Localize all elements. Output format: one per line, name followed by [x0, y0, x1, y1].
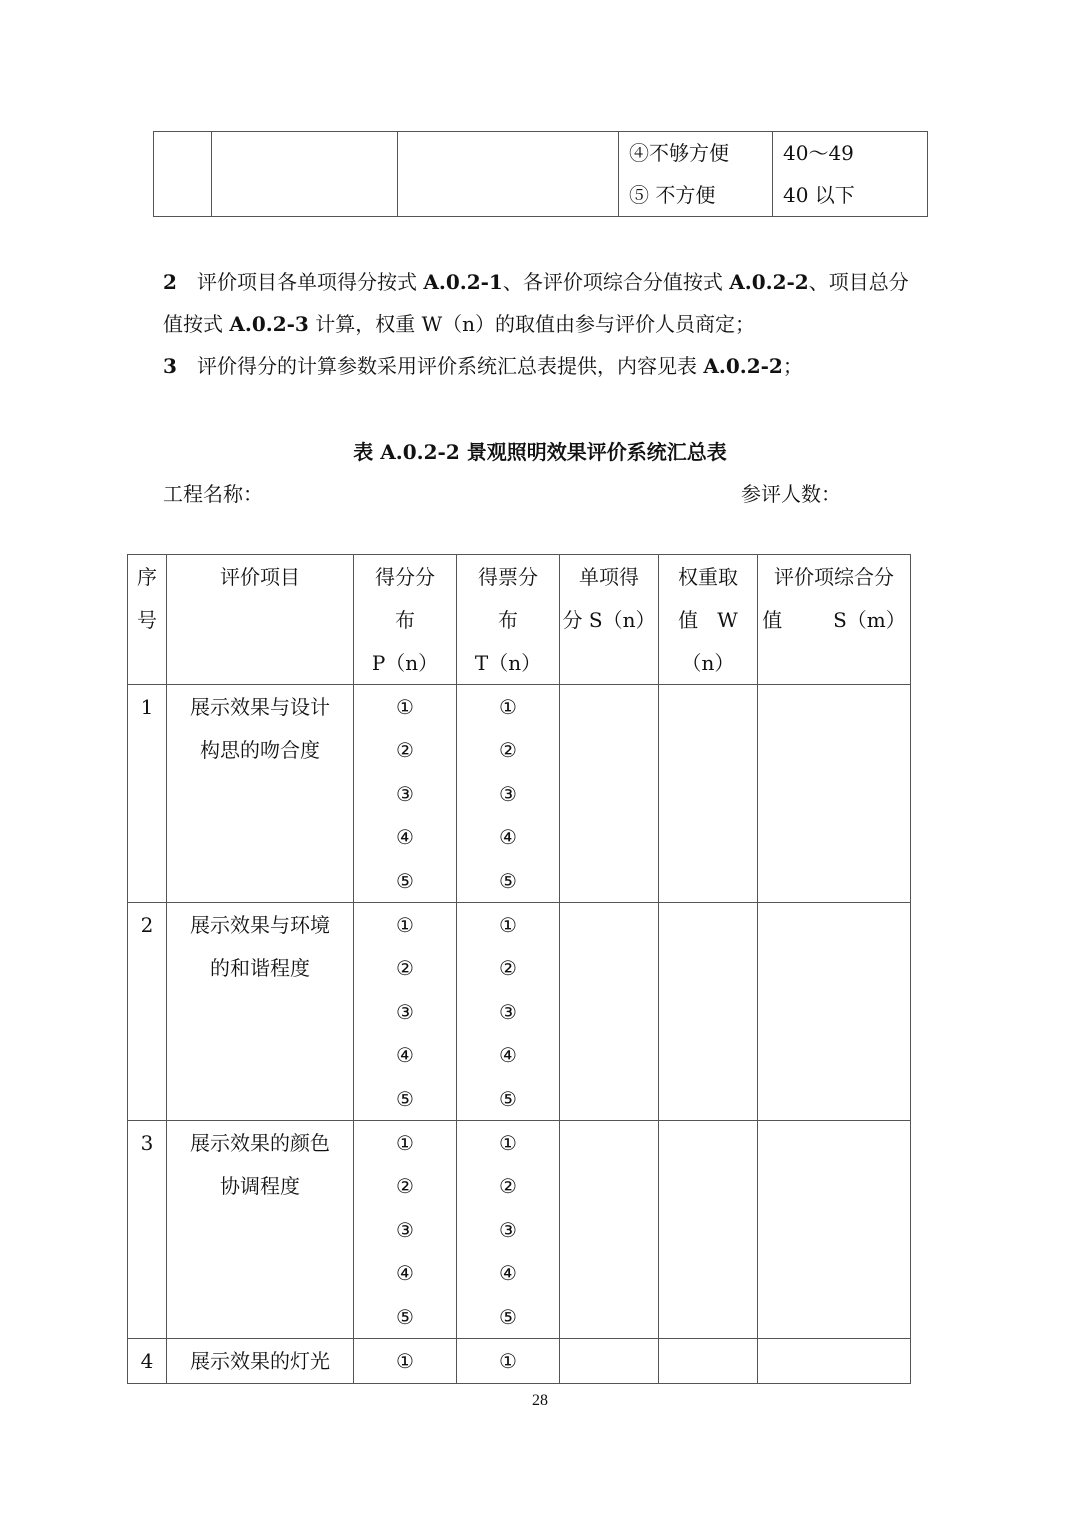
- circled-number: ③: [499, 781, 517, 806]
- row-number: 2: [128, 903, 167, 1121]
- header-text: 号: [137, 608, 157, 632]
- formula-ref: A.0.2-1: [423, 270, 503, 294]
- header-vote-dist: [457, 555, 560, 685]
- circled-number: ①: [396, 1131, 414, 1156]
- single-score-cell: [560, 685, 659, 903]
- item-name-cell: [167, 1121, 354, 1339]
- clause-number: 2: [163, 270, 177, 294]
- paragraph-text: 评价得分的计算参数采用评价系统汇总表提供，内容见表: [197, 354, 704, 378]
- item-name-text: 展示效果与环境: [190, 913, 330, 938]
- item-name-cell: [167, 685, 354, 903]
- circled-number: ①: [499, 913, 517, 938]
- composite-cell: [758, 1339, 911, 1383]
- circled-number: ⑤: [499, 1304, 517, 1329]
- header-text: 单项得: [579, 565, 639, 589]
- circled-number: ⑤: [499, 1086, 517, 1111]
- item-name-text: 协调程度: [220, 1174, 300, 1199]
- header-text: 评价项综合分: [774, 565, 894, 589]
- single-score-cell: [560, 903, 659, 1121]
- header-text: 得分分: [375, 565, 435, 589]
- score-dist-cell: [354, 685, 457, 903]
- item-name-text: 展示效果与设计: [190, 695, 330, 719]
- circled-number: ②: [396, 738, 414, 763]
- score-dist-cell: [354, 1121, 457, 1339]
- circled-number: ④: [499, 1261, 517, 1286]
- empty-cell: [212, 132, 398, 217]
- paragraph-2-line-2: [163, 303, 755, 345]
- circled-number: ③: [396, 1217, 414, 1242]
- paragraph-text: 、各评价项综合分值按式: [502, 270, 730, 294]
- circled-number: ②: [499, 956, 517, 981]
- single-score-cell: [560, 1121, 659, 1339]
- clause-number: 3: [163, 354, 177, 378]
- option-text: ⑤ 不方便: [629, 183, 716, 207]
- header-score-dist: [354, 555, 457, 685]
- row-number: 4: [128, 1339, 167, 1383]
- circled-number: ⑤: [396, 868, 414, 893]
- header-text: 权重取: [678, 565, 738, 589]
- formula-ref: A.0.2-2: [729, 270, 809, 294]
- circled-number: ③: [499, 1217, 517, 1242]
- table-row: [154, 132, 928, 217]
- table-row: [128, 1121, 911, 1339]
- circled-number: ④: [499, 1043, 517, 1068]
- header-text: 得票分: [478, 565, 538, 589]
- circled-number: ③: [396, 999, 414, 1024]
- item-name-text: 展示效果的颜色: [190, 1131, 330, 1156]
- weight-cell: [659, 903, 758, 1121]
- header-weight: [659, 555, 758, 685]
- header-text: 分 S（n）: [562, 608, 656, 632]
- empty-cell: [154, 132, 212, 217]
- paragraph-text: ；: [782, 354, 803, 378]
- weight-cell: [659, 685, 758, 903]
- circled-number: ③: [396, 781, 414, 806]
- table-row: [128, 685, 911, 903]
- header-text: P（n）: [371, 651, 439, 675]
- row-number: 3: [128, 1121, 167, 1339]
- header-text: 序: [137, 565, 157, 589]
- table-title: 表 A.0.2-2 景观照明效果评价系统汇总表: [353, 440, 727, 464]
- table-row: [128, 903, 911, 1121]
- score-range-cell: [773, 132, 928, 217]
- circled-number: ①: [396, 913, 414, 938]
- participants-label: 参评人数：: [741, 482, 841, 506]
- circled-number: ②: [499, 1174, 517, 1199]
- circled-number: ④: [396, 825, 414, 850]
- circled-number: ②: [396, 956, 414, 981]
- circled-number: ③: [499, 999, 517, 1024]
- composite-cell: [758, 1121, 911, 1339]
- header-text: 值 W: [678, 608, 738, 632]
- summary-table: [127, 554, 911, 1384]
- composite-cell: [758, 685, 911, 903]
- formula-ref: A.0.2-2: [703, 354, 783, 378]
- vote-dist-cell: [457, 1339, 560, 1383]
- weight-cell: [659, 1121, 758, 1339]
- option-text: ④不够方便: [629, 141, 729, 165]
- circled-number: ⑤: [396, 1304, 414, 1329]
- header-seq: [128, 555, 167, 685]
- continuation-table: [153, 131, 928, 217]
- paragraph-3: [163, 345, 803, 387]
- circled-number: ②: [396, 1174, 414, 1199]
- header-text: 布: [498, 608, 518, 632]
- table-row: [128, 1339, 911, 1383]
- header-composite: [758, 555, 911, 685]
- paragraph-2-line-1: [163, 261, 909, 303]
- item-name-cell: [167, 903, 354, 1121]
- circled-number: ④: [396, 1261, 414, 1286]
- score-range-text: 40 以下: [783, 183, 855, 207]
- circled-number: ①: [499, 1131, 517, 1156]
- vote-dist-cell: [457, 685, 560, 903]
- vote-dist-cell: [457, 903, 560, 1121]
- vote-dist-cell: [457, 1121, 560, 1339]
- circled-number: ④: [396, 1043, 414, 1068]
- project-name-label: 工程名称：: [163, 482, 263, 506]
- circled-number: ②: [499, 738, 517, 763]
- item-name-cell: [167, 1339, 354, 1383]
- option-cell: [619, 132, 773, 217]
- circled-number: ①: [499, 1349, 517, 1374]
- header-item: [167, 555, 354, 685]
- empty-cell: [398, 132, 619, 217]
- score-dist-cell: [354, 903, 457, 1121]
- circled-number: ①: [499, 695, 517, 719]
- paragraph-text: 值按式: [163, 312, 230, 336]
- item-name-text: 展示效果的灯光: [190, 1349, 330, 1374]
- header-text: （n）: [681, 651, 735, 675]
- header-text: 布: [395, 608, 415, 632]
- header-text: T（n）: [474, 651, 542, 675]
- score-range-text: 40～49: [783, 141, 854, 165]
- row-number: 1: [128, 685, 167, 903]
- header-single-score: [560, 555, 659, 685]
- table-header-row: [128, 555, 911, 685]
- composite-cell: [758, 903, 911, 1121]
- item-name-text: 构思的吻合度: [200, 738, 320, 762]
- header-text: 评价项目: [220, 565, 300, 589]
- circled-number: ⑤: [499, 868, 517, 893]
- weight-cell: [659, 1339, 758, 1383]
- paragraph-text: 计算，权重 W（n）的取值由参与评价人员商定；: [308, 312, 756, 336]
- page-number: 28: [532, 1392, 548, 1409]
- paragraph-text: 、项目总分: [808, 270, 909, 294]
- single-score-cell: [560, 1339, 659, 1383]
- formula-ref: A.0.2-3: [229, 312, 309, 336]
- circled-number: ①: [396, 1349, 414, 1374]
- circled-number: ⑤: [396, 1086, 414, 1111]
- circled-number: ①: [396, 695, 414, 719]
- circled-number: ④: [499, 825, 517, 850]
- item-name-text: 的和谐程度: [210, 956, 310, 981]
- score-dist-cell: [354, 1339, 457, 1383]
- header-text: 值 S（m）: [762, 608, 906, 632]
- paragraph-text: 评价项目各单项得分按式: [197, 270, 424, 294]
